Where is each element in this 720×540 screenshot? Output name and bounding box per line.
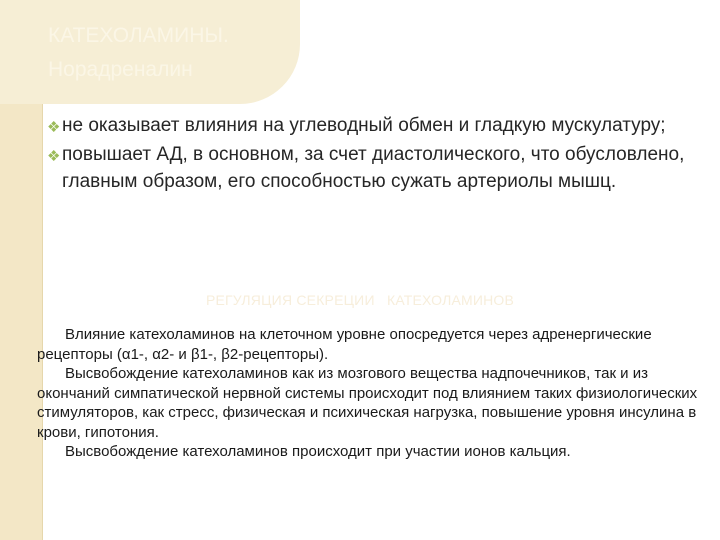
section-heading: РЕГУЛЯЦИЯ СЕКРЕЦИИ КАТЕХОЛАМИНОВ xyxy=(205,292,515,308)
bullet-item xyxy=(47,112,710,139)
paragraph: Влияние катехоламинов на клеточном уровне опосредуется через адренергические рецепторы (α1-, α2- и β1-, β2-рецепторы). xyxy=(37,326,652,363)
slide-subtitle: Норадреналин xyxy=(48,58,193,81)
body-text xyxy=(37,325,717,462)
paragraph: Высвобождение катехоламинов происходит при участии ионов кальция. xyxy=(65,443,571,460)
bullet-text: не оказывает влияния на углеводный обмен и гладкую мускулатуру; xyxy=(62,115,666,136)
check-bullet-icon: ❖ xyxy=(47,119,61,136)
bullet-item xyxy=(47,141,710,195)
bullet-list xyxy=(47,112,710,195)
check-bullet-icon: ❖ xyxy=(47,148,61,165)
title-panel xyxy=(0,0,300,104)
paragraph: Высвобождение катехоламинов как из мозгового вещества надпочечников, так и из окончаний симпатической нервной системы происходит под влиянием таких физиологических стимуляторов, как стресс, физическая и психическая нагрузка, повышение уровня инсулина в крови, гипотония. xyxy=(37,365,698,441)
bullet-text: повышает АД, в основном, за счет диастолического, что обусловлено, главным образом, его способностью сужать артериолы мышц. xyxy=(62,144,685,192)
slide-title: КАТЕХОЛАМИНЫ. xyxy=(48,24,229,47)
